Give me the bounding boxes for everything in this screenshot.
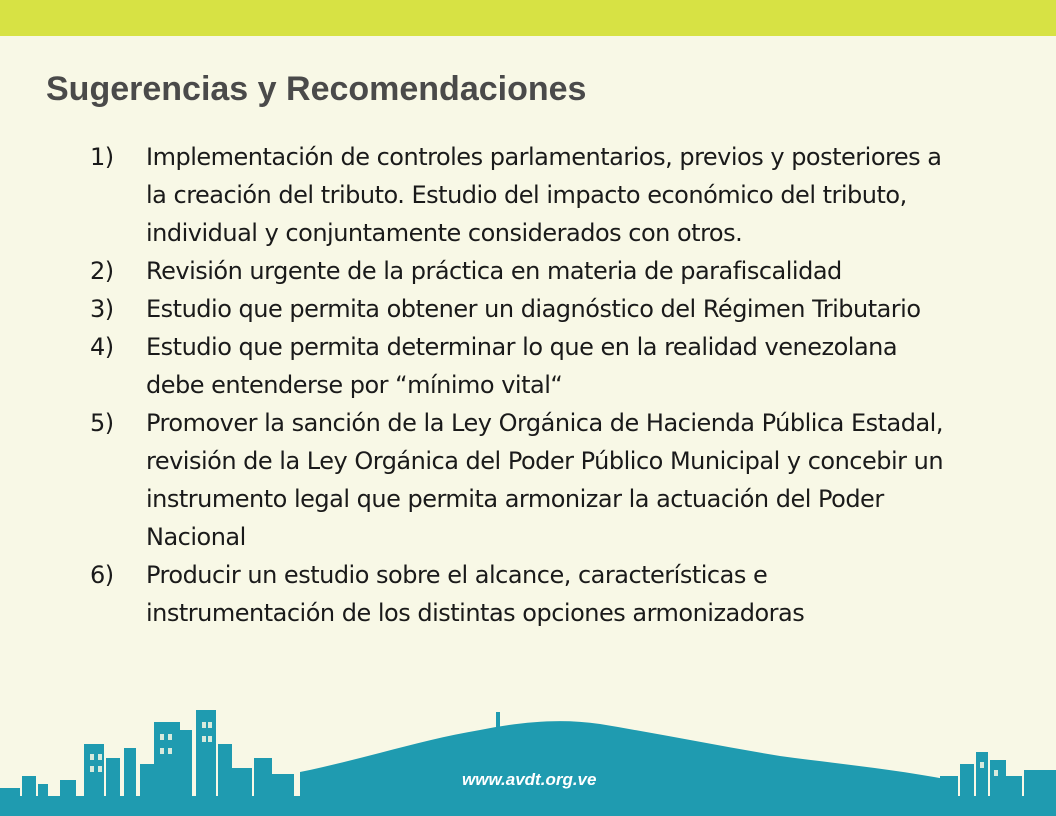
item-number: 3) — [90, 295, 114, 323]
footer-url: www.avdt.org.ve — [462, 770, 597, 789]
city-skyline-graphic — [0, 700, 1056, 816]
item-text: Implementación de controles parlamentarios, previos y posteriores a la creación del tributo. Estudio del impacto económico del tributo, individual y conjuntamente considerados con otros. — [146, 143, 942, 247]
list-item — [90, 328, 950, 404]
item-number: 5) — [90, 409, 114, 437]
list-item — [90, 138, 950, 252]
item-text: Producir un estudio sobre el alcance, características e instrumentación de los distintas opciones armonizadoras — [146, 561, 805, 627]
item-number: 1) — [90, 143, 114, 171]
item-number: 6) — [90, 561, 114, 589]
list-item — [90, 252, 950, 290]
list-item — [90, 556, 950, 632]
top-accent-bar — [0, 0, 1056, 36]
item-number: 2) — [90, 257, 114, 285]
recommendations-list — [90, 138, 950, 632]
list-item — [90, 404, 950, 556]
item-text: Promover la sanción de la Ley Orgánica de Hacienda Pública Estadal, revisión de la Ley Orgánica del Poder Público Municipal y concebir un instrumento legal que permita armonizar la actuación del Poder Nacional — [146, 409, 944, 551]
item-text: Revisión urgente de la práctica en materia de parafiscalidad — [146, 257, 842, 285]
skyline-shapes — [0, 710, 1056, 816]
item-text: Estudio que permita determinar lo que en la realidad venezolana debe entenderse por “mínimo vital“ — [146, 333, 898, 399]
item-text: Estudio que permita obtener un diagnóstico del Régimen Tributario — [146, 295, 921, 323]
slide-title: Sugerencias y Recomendaciones — [46, 70, 587, 108]
list-item — [90, 290, 950, 328]
item-number: 4) — [90, 333, 114, 361]
